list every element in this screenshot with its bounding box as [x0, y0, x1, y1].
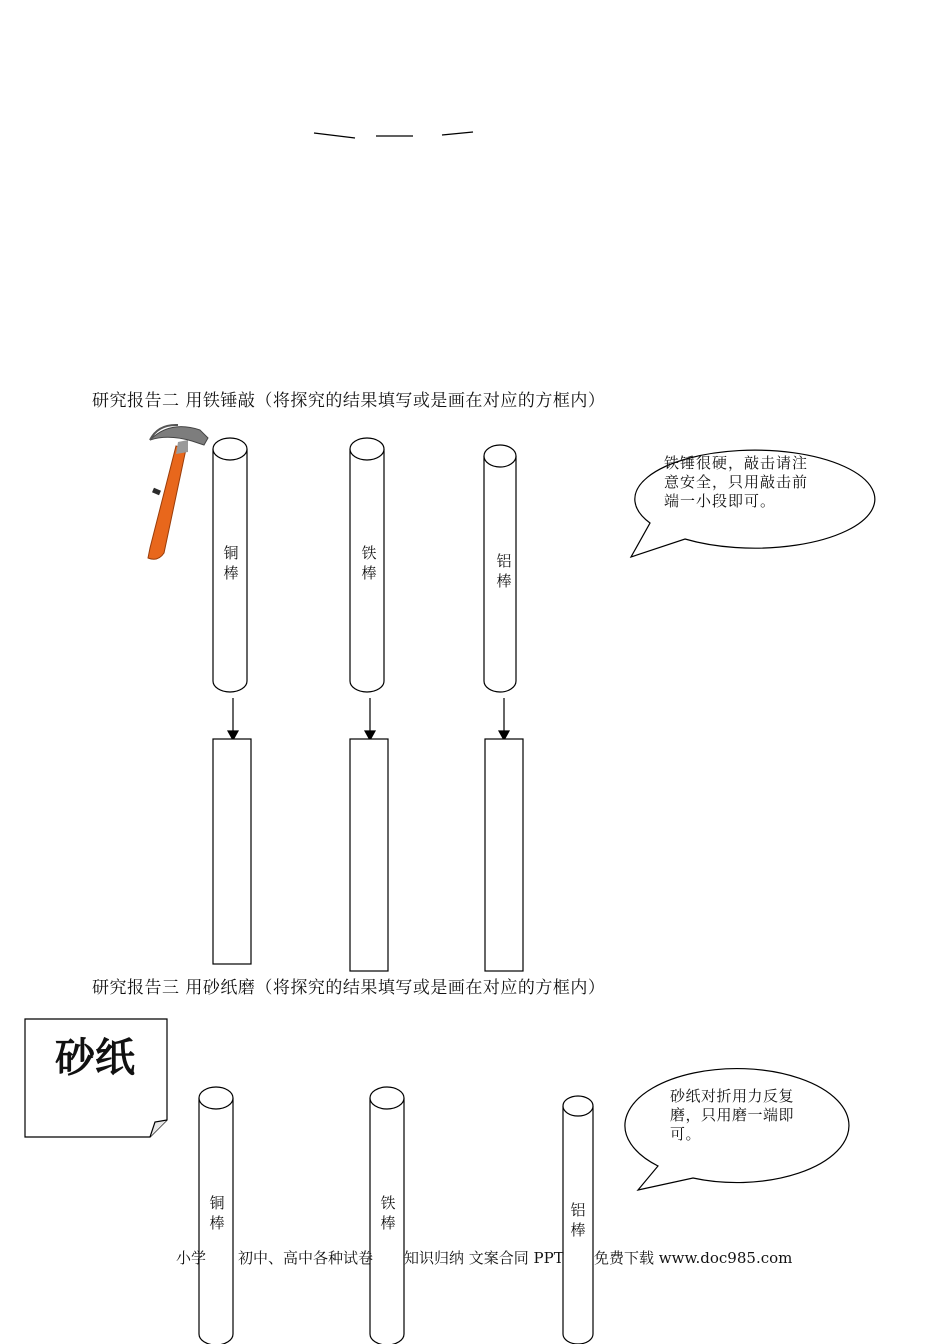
hammer-icon: [148, 425, 208, 559]
answer-box-iron: [350, 739, 388, 971]
footer-middle: 初中、高中各种试卷: [238, 1249, 374, 1267]
rod-label-iron-r2: 铁棒: [361, 544, 377, 582]
footer-middle2: 知识归纳 文案合同 PPT: [404, 1249, 564, 1267]
footer-right: 免费下载 www.doc985.com: [594, 1249, 793, 1267]
arrow-aluminum: [499, 698, 509, 740]
answer-box-aluminum: [485, 739, 523, 971]
blank-line-1: [314, 133, 355, 138]
blank-line-3: [442, 132, 473, 135]
footer-left: 小学: [176, 1249, 207, 1267]
report2-heading: 研究报告二 用铁锤敲（将探究的结果填写或是画在对应的方框内）: [92, 391, 606, 411]
answer-box-copper: [213, 739, 251, 964]
arrow-copper: [228, 698, 238, 740]
sandpaper-label: 砂纸: [55, 1035, 135, 1081]
tip-text-r2: 铁锤很硬，敲击请注意安全，只用敲击前端一小段即可。: [664, 454, 809, 510]
rod-label-copper-r2: 铜棒: [223, 544, 239, 582]
rod-label-copper-r3: 铜棒: [209, 1194, 225, 1232]
report3-heading: 研究报告三 用砂纸磨（将探究的结果填写或是画在对应的方框内）: [92, 978, 606, 998]
arrow-iron: [365, 698, 375, 740]
tip-text-r3: 砂纸对折用力反复磨，只用磨一端即可。: [670, 1087, 795, 1143]
rod-label-aluminum-r3: 铝棒: [570, 1201, 586, 1239]
rod-label-iron-r3: 铁棒: [380, 1194, 396, 1232]
rod-label-aluminum-r2: 铝棒: [496, 552, 512, 590]
